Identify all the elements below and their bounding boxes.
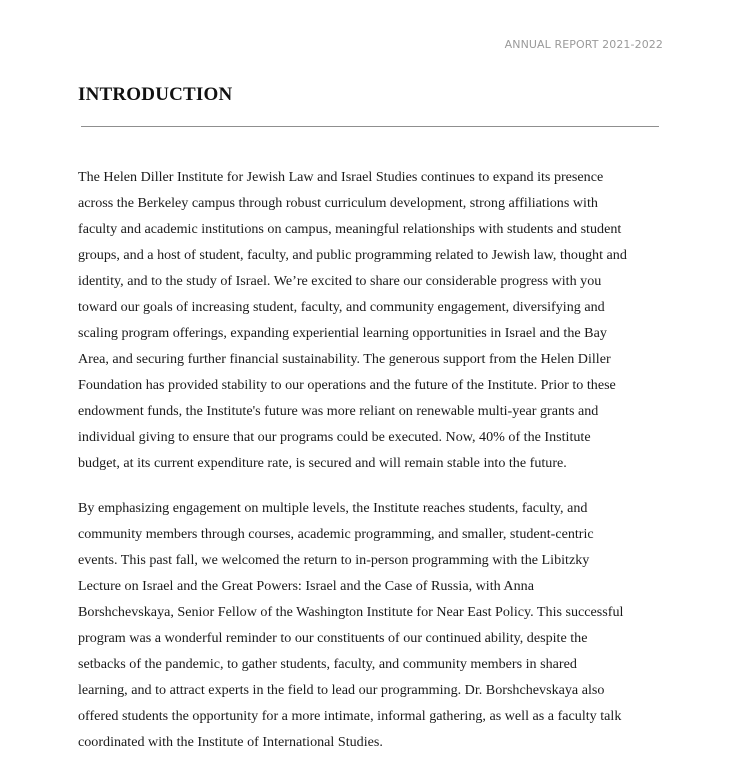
- title-divider: [81, 126, 659, 127]
- paragraph-line: toward our goals of increasing student, faculty, and community engagement, diversifying and: [78, 299, 605, 315]
- body-text: [78, 164, 666, 755]
- paragraph-line: across the Berkeley campus through robust curriculum development, strong affiliations with: [78, 195, 598, 211]
- paragraph-line: Foundation has provided stability to our operations and the future of the Institute. Prior to these: [78, 377, 616, 393]
- paragraph-line: scaling program offerings, expanding experiential learning opportunities in Israel and the Bay: [78, 325, 607, 341]
- report-header-label: ANNUAL REPORT 2021-2022: [504, 38, 663, 51]
- paragraph-line: learning, and to attract experts in the field to lead our programming. Dr. Borshchevskaya also: [78, 682, 605, 698]
- paragraph-line: coordinated with the Institute of International Studies.: [78, 734, 383, 750]
- paragraph-line: events. This past fall, we welcomed the return to in-person programming with the Libitzky: [78, 552, 590, 568]
- paragraph-line: endowment funds, the Institute's future was more reliant on renewable multi-year grants and: [78, 403, 599, 419]
- paragraph-line: Borshchevskaya, Senior Fellow of the Washington Institute for Near East Policy. This successful: [78, 604, 624, 620]
- paragraph-line: budget, at its current expenditure rate, is secured and will remain stable into the future.: [78, 455, 567, 471]
- paragraph-line: Area, and securing further financial sustainability. The generous support from the Helen Diller: [78, 351, 611, 367]
- paragraph-line: program was a wonderful reminder to our constituents of our continued ability, despite the: [78, 630, 588, 646]
- paragraph-line: individual giving to ensure that our programs could be executed. Now, 40% of the Institute: [78, 429, 591, 445]
- paragraph-line: The Helen Diller Institute for Jewish Law and Israel Studies continues to expand its presence: [78, 169, 604, 185]
- paragraph-line: By emphasizing engagement on multiple levels, the Institute reaches students, faculty, and: [78, 500, 588, 516]
- section-title: INTRODUCTION: [78, 84, 233, 105]
- paragraph-line: community members through courses, academic programming, and smaller, student-centric: [78, 526, 594, 542]
- paragraph-line: identity, and to the study of Israel. We’re excited to share our considerable progress with you: [78, 273, 602, 289]
- paragraph-line: setbacks of the pandemic, to gather students, faculty, and community members in shared: [78, 656, 577, 672]
- paragraph-line: faculty and academic institutions on campus, meaningful relationships with students and student: [78, 221, 622, 237]
- paragraph-1: [78, 164, 666, 476]
- paragraph-line: offered students the opportunity for a more intimate, informal gathering, as well as a faculty talk: [78, 708, 622, 724]
- paragraph-line: Lecture on Israel and the Great Powers: Israel and the Case of Russia, with Anna: [78, 578, 534, 594]
- paragraph-line: groups, and a host of student, faculty, and public programming related to Jewish law, thought and: [78, 247, 627, 263]
- paragraph-2: [78, 495, 666, 755]
- paragraph-spacer: [78, 476, 666, 495]
